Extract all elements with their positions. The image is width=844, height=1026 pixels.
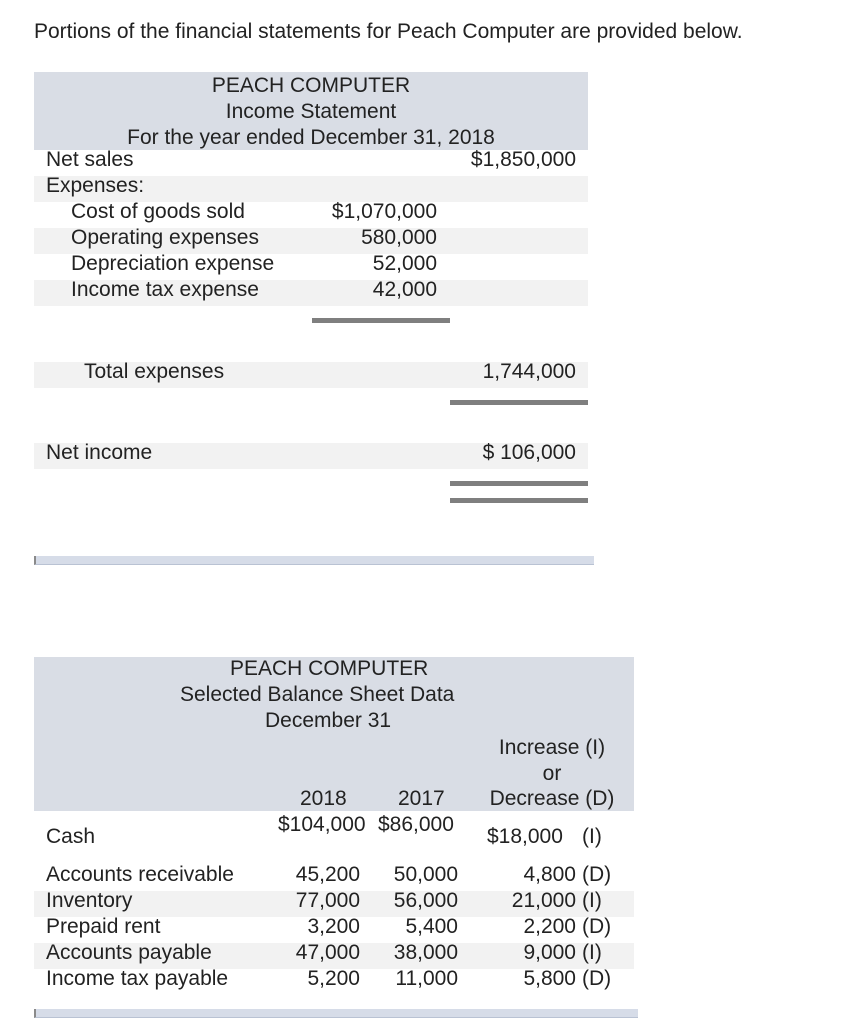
bs-change-line3: Decrease (D) <box>489 787 615 810</box>
bs-row-label: Cash <box>46 825 96 848</box>
bs-row-2018: 45,200 <box>295 863 360 886</box>
total-expenses-label: Total expenses <box>84 360 225 383</box>
is-period: For the year ended December 31, 2018 <box>127 126 495 149</box>
bs-row-flag: (D) <box>582 967 612 990</box>
bs-row-label: Inventory <box>46 889 133 912</box>
expense-row <box>34 228 588 254</box>
bs-row-label: Income tax payable <box>46 967 229 990</box>
bs-row-label: Accounts receivable <box>46 863 234 886</box>
expense-value: 580,000 <box>361 226 437 249</box>
bs-row-2018: 5,200 <box>307 967 360 990</box>
bs-row-change: 4,800 <box>523 863 576 886</box>
total-expenses-value: 1,744,000 <box>482 360 576 383</box>
bs-row-flag: (I) <box>582 889 602 912</box>
balance-sheet-header <box>34 657 634 811</box>
bs-row-label: Accounts payable <box>46 941 212 964</box>
bs-row <box>34 917 634 943</box>
net-sales-label: Net sales <box>46 148 134 171</box>
bs-row-cash <box>34 811 634 863</box>
bs-row <box>34 891 634 917</box>
total-rule <box>450 400 588 405</box>
subtotal-rule <box>312 318 450 323</box>
bs-col-2018: 2018 <box>300 787 347 810</box>
bs-row-change: 9,000 <box>523 941 576 964</box>
bs-row-flag: (D) <box>582 863 612 886</box>
double-rule-top <box>450 481 588 486</box>
net-income-label: Net income <box>46 441 153 464</box>
bs-change-line2: or <box>542 762 562 785</box>
bs-date: December 31 <box>265 709 392 732</box>
expenses-header-row <box>34 176 588 202</box>
bs-row-change: 2,200 <box>523 915 576 938</box>
table-divider <box>34 1009 638 1018</box>
bs-row-change: 21,000 <box>511 889 576 912</box>
double-rule-bottom <box>450 498 588 503</box>
expense-row <box>34 202 588 228</box>
expense-value: $1,070,000 <box>331 200 437 223</box>
intro-text: Portions of the financial statements for Peach Computer are provided below. <box>34 20 743 43</box>
bs-row-2018: 77,000 <box>295 889 360 912</box>
bs-row-2017: 56,000 <box>393 889 458 912</box>
bs-row <box>34 969 634 995</box>
bs-row-change: 5,800 <box>523 967 576 990</box>
bs-row-2018: 3,200 <box>307 915 360 938</box>
is-title: Income Statement <box>225 100 397 123</box>
bs-row-label: Prepaid rent <box>46 915 161 938</box>
table-divider <box>34 556 594 565</box>
expenses-label: Expenses: <box>46 174 145 197</box>
bs-row-flag: (D) <box>582 915 612 938</box>
is-company: PEACH COMPUTER <box>211 74 411 97</box>
expense-label: Operating expenses <box>71 226 259 249</box>
bs-row <box>34 865 634 891</box>
bs-row <box>34 943 634 969</box>
bs-row-2017: 11,000 <box>395 967 458 990</box>
expense-row <box>34 280 588 306</box>
expense-value: 42,000 <box>372 278 437 301</box>
net-sales-row <box>34 150 588 176</box>
bs-row-2017: 38,000 <box>393 941 458 964</box>
expense-label: Cost of goods sold <box>71 200 245 223</box>
bs-change-line1: Increase (I) <box>498 736 606 759</box>
bs-title: Selected Balance Sheet Data <box>180 683 455 706</box>
bs-row-flag: (I) <box>582 941 602 964</box>
bs-row-2018: $104,000 <box>278 813 366 836</box>
bs-row-2017: $86,000 <box>378 813 454 836</box>
bs-row-change: $18,000 <box>487 825 563 848</box>
expense-label: Depreciation expense <box>71 252 275 275</box>
bs-company: PEACH COMPUTER <box>230 657 429 680</box>
expense-value: 52,000 <box>372 252 437 275</box>
net-sales-value: $1,850,000 <box>470 148 576 171</box>
total-expenses-row <box>34 362 588 388</box>
bs-row-2017: 50,000 <box>393 863 458 886</box>
bs-col-2017: 2017 <box>398 787 445 810</box>
expense-label: Income tax expense <box>71 278 259 301</box>
expense-row <box>34 254 588 280</box>
net-income-value: $ 106,000 <box>482 441 576 464</box>
bs-row-2017: 5,400 <box>405 915 458 938</box>
bs-row-flag: (I) <box>582 825 602 848</box>
bs-row-2018: 47,000 <box>295 941 360 964</box>
income-statement-header <box>34 72 588 150</box>
net-income-row <box>34 443 588 469</box>
